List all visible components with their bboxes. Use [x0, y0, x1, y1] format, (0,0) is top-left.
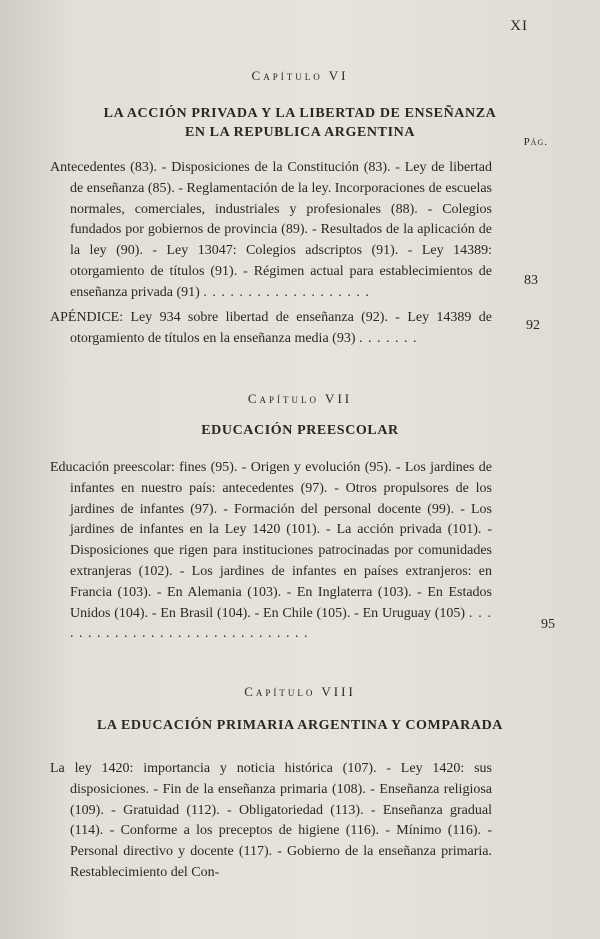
dot-leader: . . . . . . . . . . . . . . . . . . . . . . . . . . . . . . [70, 605, 493, 642]
chapter-title [0, 421, 600, 440]
toc-entry [50, 158, 492, 304]
page-folio: XI [510, 18, 528, 34]
toc-page-number: 95 [541, 617, 555, 632]
toc-entry [50, 759, 492, 884]
chapter-label: Capítulo VII [247, 391, 353, 406]
page-column-label: Pág. [523, 136, 548, 148]
toc-entry-text: La ley 1420: importancia y noticia histórica (107). - Ley 1420: sus disposiciones. - Fin de la enseñanza primaria (108). - Enseñanza religiosa (109). - Gratuidad (112). - Obligatoriedad (113). - Enseñanza gradual (114). - Conforme a los preceptos de higiene (116). - Mínimo (116). - Personal directivo y docente (117). - Gobierno de la enseñanza primaria. Restablecimiento del Con- [50, 761, 492, 880]
chapter-title-line: LA ACCIÓN PRIVADA Y LA LIBERTAD DE ENSEÑANZA [103, 106, 497, 121]
toc-entry-text: APÉNDICE: Ley 934 sobre libertad de enseñanza (92). - Ley 14389 de otorgamiento de títulos en la enseñanza media (93) [50, 310, 492, 346]
toc-page-number: 92 [526, 318, 540, 333]
chapter-title-line: EDUCACIÓN PREESCOLAR [201, 423, 399, 438]
dot-leader: . . . . . . . [358, 330, 418, 346]
chapter-title [0, 716, 600, 735]
toc-entry-text: Educación preescolar: fines (95). - Origen y evolución (95). - Los jardines de infantes en nuestro país: antecedentes (97). - Otros propulsores de los jardines de infantes (97). - Formación del personal docente (99). - Los jardines de infantes en la Ley 1420 (101). - La acción privada (101). - Disposiciones que rigen para instituciones patrocinadas por comunidades extranjeras (102). - Los jardines de infantes en países extranjeros: en Francia (103). - En Alemania (103). - En Inglaterra (103). - En Estados Unidos (104). - En Brasil (104). - En Chile (105). - En Uruguay (105) [50, 460, 492, 621]
chapter-label: Capítulo VI [251, 68, 349, 83]
dot-leader: . . . . . . . . . . . . . . . . . . . [203, 284, 370, 300]
chapter-label: Capítulo VIII [244, 684, 356, 699]
toc-entry [50, 308, 492, 350]
chapter-title-line: LA EDUCACIÓN PRIMARIA ARGENTINA Y COMPARADA [96, 718, 503, 733]
toc-page-number: 83 [524, 273, 538, 288]
chapter-title-line: EN LA REPUBLICA ARGENTINA [184, 125, 416, 140]
toc-entry-text: Antecedentes (83). - Disposiciones de la Constitución (83). - Ley de libertad de enseñanza (85). - Reglamentación de la ley. Incorporaciones de escuelas normales, comerciales, industriales y profesionales (88). - Colegios fundados por gobiernos de provincia (89). - Resultados de la aplicación de la ley (90). - Ley 13047: Colegios adscriptos (91). - Ley 14389: otorgamiento de títulos (91). - Régimen actual para establecimientos de enseñanza privada (91) [50, 160, 492, 300]
chapter-title [0, 104, 600, 142]
toc-entry [50, 458, 492, 645]
